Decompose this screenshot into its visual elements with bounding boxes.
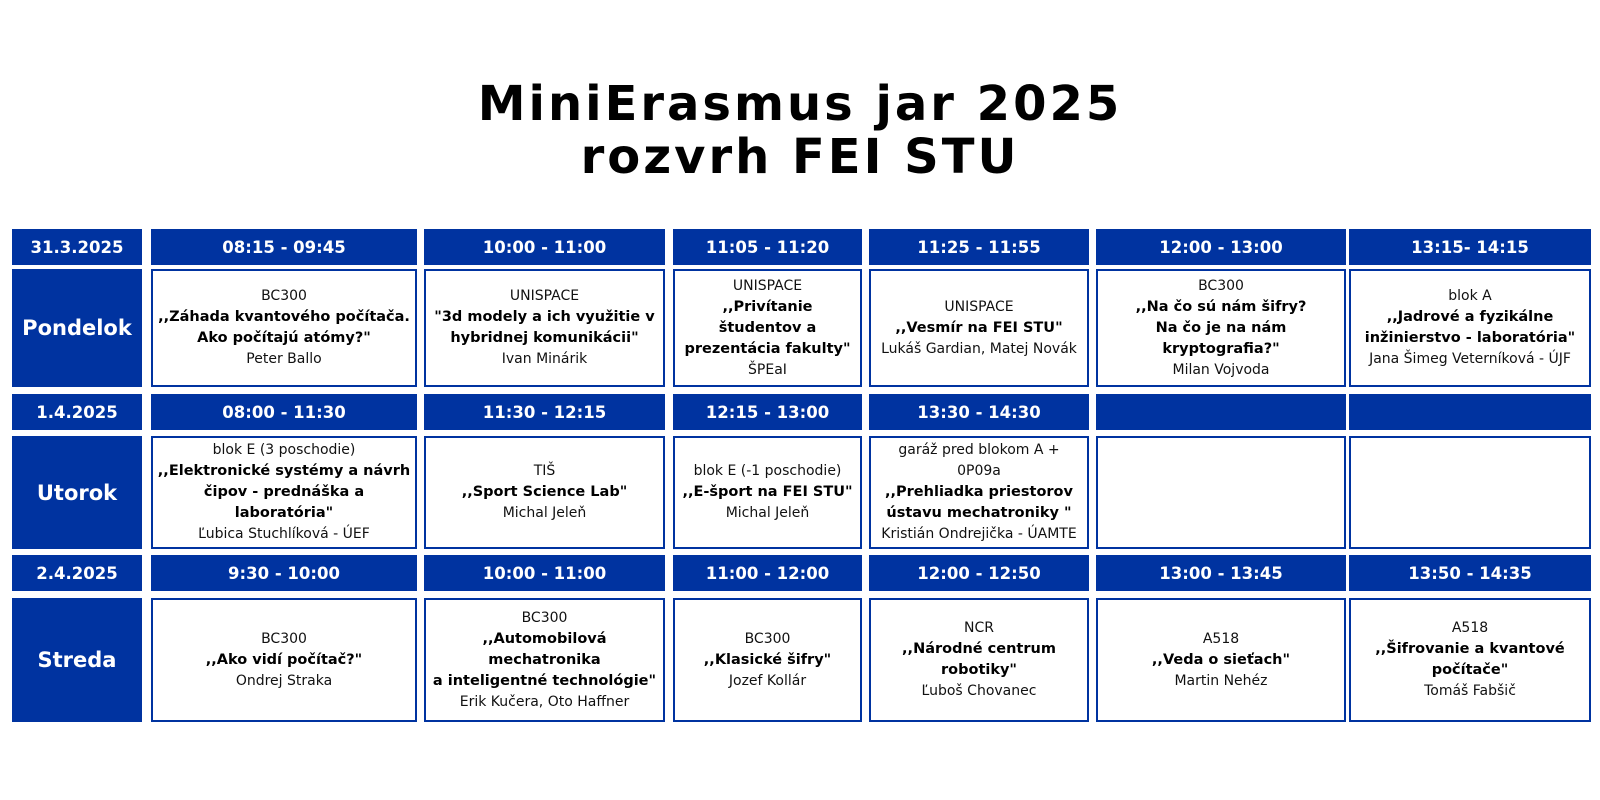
session-cell <box>151 598 417 722</box>
session-topic: ,,Šifrovanie a kvantové počítače" <box>1375 641 1565 678</box>
day-label: Utorok <box>12 436 142 549</box>
session-speaker: Michal Jeleň <box>725 505 810 521</box>
session-speaker: Kristián Ondrejička - ÚAMTE <box>881 526 1077 542</box>
session-cell <box>424 269 665 387</box>
session-room: BC300 <box>1198 277 1244 294</box>
session-cell <box>673 436 862 549</box>
time-slot-header: 11:05 - 11:20 <box>673 229 862 265</box>
session-topic: ,,Automobilová mechatronika a inteligentné technológie" <box>432 630 657 689</box>
time-slot-header <box>1349 394 1591 430</box>
session-room: BC300 <box>261 630 307 647</box>
session-room: UNISPACE <box>732 277 803 294</box>
time-slot-header: 13:00 - 13:45 <box>1096 555 1346 591</box>
session-room: garáž pred blokom A + 0P09a <box>898 442 1060 479</box>
session-cell <box>869 598 1089 722</box>
session-speaker: Ľubica Stuchlíková - ÚEF <box>198 526 370 542</box>
session-cell <box>151 269 417 387</box>
session-cell <box>673 598 862 722</box>
session-cell <box>1096 598 1346 722</box>
session-speaker: Lukáš Gardian, Matej Novák <box>881 340 1077 357</box>
session-speaker: Jana Šimeg Veterníková - ÚJF <box>1369 351 1571 367</box>
date-header: 31.3.2025 <box>12 229 142 265</box>
session-speaker: Michal Jeleň <box>502 505 587 521</box>
session-speaker: Ivan Minárik <box>501 351 588 367</box>
session-speaker: Tomáš Fabšič <box>1424 683 1516 699</box>
session-cell <box>869 436 1089 549</box>
time-slot-header: 13:15- 14:15 <box>1349 229 1591 265</box>
session-room: blok A <box>1448 288 1492 304</box>
session-room: BC300 <box>744 630 791 647</box>
session-room: BC300 <box>261 288 307 304</box>
session-speaker: Milan Vojvoda <box>1172 361 1270 378</box>
session-topic: ,,Národné centrum robotiky" <box>902 641 1056 678</box>
time-slot-header: 10:00 - 11:00 <box>424 229 665 265</box>
session-cell <box>1349 269 1591 387</box>
title-line-1: MiniErasmus jar 2025 <box>477 76 1123 132</box>
date-header: 1.4.2025 <box>12 394 142 430</box>
session-topic: ,,Elektronické systémy a návrh čipov - prednáška a laboratória" <box>157 463 411 521</box>
time-slot-header: 08:00 - 11:30 <box>151 394 417 430</box>
session-topic: ,,Veda o sieťach" <box>1151 651 1291 668</box>
session-cell <box>1096 269 1346 387</box>
session-speaker: Ľuboš Chovanec <box>921 683 1037 699</box>
time-slot-header: 11:30 - 12:15 <box>424 394 665 430</box>
session-speaker: Ondrej Straka <box>235 672 333 689</box>
date-header: 2.4.2025 <box>12 555 142 591</box>
session-cell <box>1349 436 1591 549</box>
session-room: blok E (3 poschodie) <box>212 442 356 458</box>
time-slot-header: 13:50 - 14:35 <box>1349 555 1591 591</box>
session-topic: ,,Vesmír na FEI STU" <box>895 319 1063 336</box>
session-topic: ,,Klasické šifry" <box>703 651 832 668</box>
time-slot-header <box>1096 394 1346 430</box>
session-room: NCR <box>964 620 994 636</box>
session-room: blok E (-1 poschodie) <box>693 463 842 479</box>
session-cell <box>1349 598 1591 722</box>
session-topic: ,,Jadrové a fyzikálne inžinierstvo - laboratória" <box>1364 309 1576 346</box>
title-line-2: rozvrh FEI STU <box>580 129 1020 185</box>
session-room: A518 <box>1202 630 1240 647</box>
session-speaker: ŠPEaI <box>748 361 787 378</box>
session-topic: ,,Záhada kvantového počítača. Ako počítajú atómy?" <box>158 309 410 346</box>
session-room: A518 <box>1451 620 1489 636</box>
session-room: UNISPACE <box>509 288 580 304</box>
session-cell <box>673 269 862 387</box>
session-speaker: Erik Kučera, Oto Haffner <box>459 693 630 710</box>
time-slot-header: 12:00 - 12:50 <box>869 555 1089 591</box>
day-label: Streda <box>12 598 142 722</box>
day-label: Pondelok <box>12 269 142 387</box>
session-cell <box>1096 436 1346 549</box>
session-topic: ,,E-šport na FEI STU" <box>682 484 853 500</box>
time-slot-header: 9:30 - 10:00 <box>151 555 417 591</box>
session-speaker: Jozef Kollár <box>728 672 807 689</box>
session-speaker: Martin Nehéz <box>1174 672 1268 689</box>
time-slot-header: 12:00 - 13:00 <box>1096 229 1346 265</box>
session-topic: ,,Sport Science Lab" <box>461 484 628 500</box>
time-slot-header: 11:00 - 12:00 <box>673 555 862 591</box>
session-cell <box>424 598 665 722</box>
session-topic: ,,Ako vidí počítač?" <box>205 651 363 668</box>
session-cell <box>424 436 665 549</box>
session-topic: ,,Privítanie študentov a prezentácia fakulty" <box>684 298 851 357</box>
time-slot-header: 12:15 - 13:00 <box>673 394 862 430</box>
time-slot-header: 10:00 - 11:00 <box>424 555 665 591</box>
session-cell <box>151 436 417 549</box>
time-slot-header: 08:15 - 09:45 <box>151 229 417 265</box>
session-speaker: Peter Ballo <box>246 351 322 367</box>
session-topic: ,,Na čo sú nám šifry? Na čo je na nám kryptografia?" <box>1135 298 1307 357</box>
session-topic: ,,Prehliadka priestorov ústavu mechatroniky " <box>885 484 1073 521</box>
session-room: UNISPACE <box>944 298 1014 315</box>
time-slot-header: 11:25 - 11:55 <box>869 229 1089 265</box>
time-slot-header: 13:30 - 14:30 <box>869 394 1089 430</box>
session-room: BC300 <box>521 609 568 626</box>
session-topic: "3d modely a ich využitie v hybridnej komunikácii" <box>434 309 655 346</box>
session-room: TIŠ <box>533 463 556 479</box>
session-cell <box>869 269 1089 387</box>
